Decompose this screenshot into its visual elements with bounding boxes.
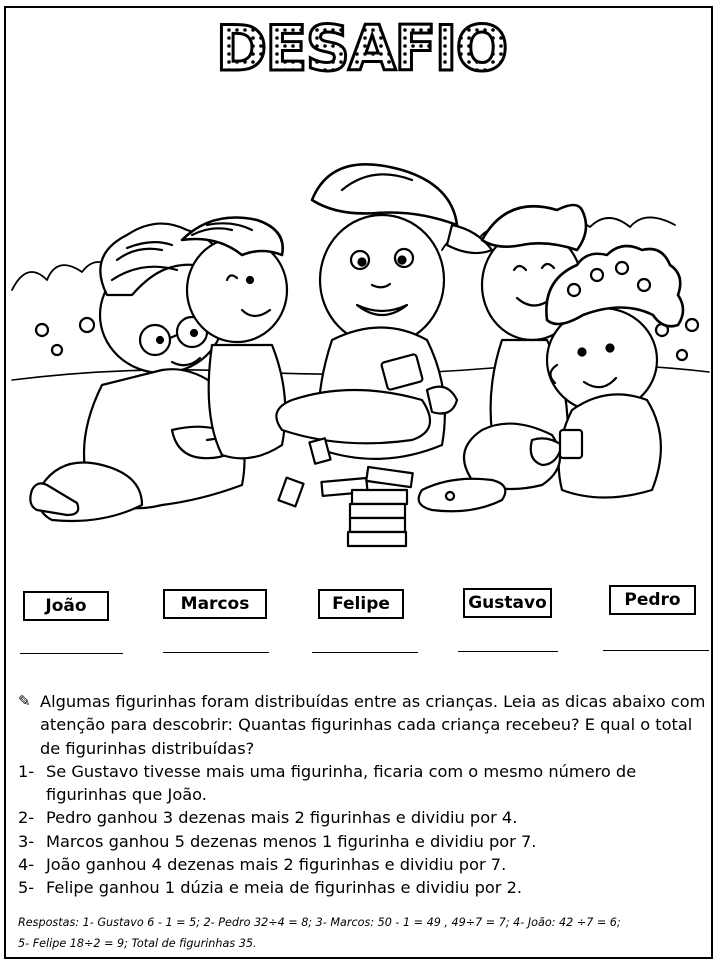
name-label: Felipe bbox=[332, 594, 390, 614]
name-box-pedro bbox=[609, 585, 696, 615]
clue-text: João ganhou 4 dezenas mais 2 figurinhas e dividiu por 7. bbox=[46, 855, 507, 875]
name-label: Gustavo bbox=[468, 593, 547, 613]
answer-line-felipe[interactable] bbox=[312, 652, 418, 653]
clue-text: Pedro ganhou 3 dezenas mais 2 figurinhas e dividiu por 4. bbox=[46, 808, 518, 828]
name-label: Marcos bbox=[180, 594, 250, 614]
answer-line-gustavo[interactable] bbox=[458, 651, 558, 652]
children-illustration bbox=[12, 140, 709, 580]
name-label: João bbox=[45, 596, 87, 616]
clue-item bbox=[18, 830, 714, 853]
clue-text: Marcos ganhou 5 dezenas menos 1 figurinha e dividiu por 7. bbox=[46, 831, 537, 851]
answer-key-line-1: Respostas: 1- Gustavo 6 - 1 = 5; 2- Pedro 32÷4 = 8; 3- Marcos: 50 - 1 = 49 , 49÷7 = 7; 4- João: 42 ÷7 = 6; bbox=[18, 916, 621, 929]
child-curly-hair bbox=[419, 246, 683, 511]
instructions bbox=[18, 690, 714, 900]
intro-text: Algumas figurinhas foram distribuídas entre as crianças. Leia as dicas abaixo com atenção para descobrir: Quantas figurinhas cada criança recebeu? E qual o total de figurinhas distribuídas? bbox=[40, 692, 706, 758]
answer-key bbox=[18, 912, 714, 954]
clue-item bbox=[18, 760, 714, 807]
clue-number: 1- bbox=[18, 761, 35, 781]
clue-number: 3- bbox=[18, 831, 35, 851]
intro-paragraph bbox=[18, 690, 714, 760]
title-graphic bbox=[215, 10, 506, 85]
clue-item bbox=[18, 876, 714, 899]
name-box-joao bbox=[23, 591, 109, 621]
name-box-gustavo bbox=[463, 588, 552, 618]
clue-number: 4- bbox=[18, 855, 35, 875]
title-banner bbox=[0, 10, 721, 85]
name-label: Pedro bbox=[624, 590, 681, 610]
name-box-felipe bbox=[318, 589, 404, 619]
clue-text: Se Gustavo tivesse mais uma figurinha, ficaria com o mesmo número de figurinhas que João. bbox=[46, 761, 637, 805]
answer-line-marcos[interactable] bbox=[163, 652, 269, 653]
page-title: DESAFIO bbox=[215, 12, 506, 85]
clue-item bbox=[18, 806, 714, 829]
answer-key-line-2: 5- Felipe 18÷2 = 9; Total de figurinhas 35. bbox=[18, 937, 257, 950]
clue-item bbox=[18, 853, 714, 876]
answer-line-joao[interactable] bbox=[20, 653, 123, 654]
clue-number: 5- bbox=[18, 878, 35, 898]
clue-number: 2- bbox=[18, 808, 35, 828]
answer-line-pedro[interactable] bbox=[603, 650, 709, 651]
clue-text: Felipe ganhou 1 dúzia e meia de figurinhas e dividiu por 2. bbox=[46, 878, 523, 898]
name-box-marcos bbox=[163, 589, 267, 619]
child-with-cap bbox=[276, 164, 492, 459]
pencil-icon: ✎ bbox=[18, 692, 31, 710]
